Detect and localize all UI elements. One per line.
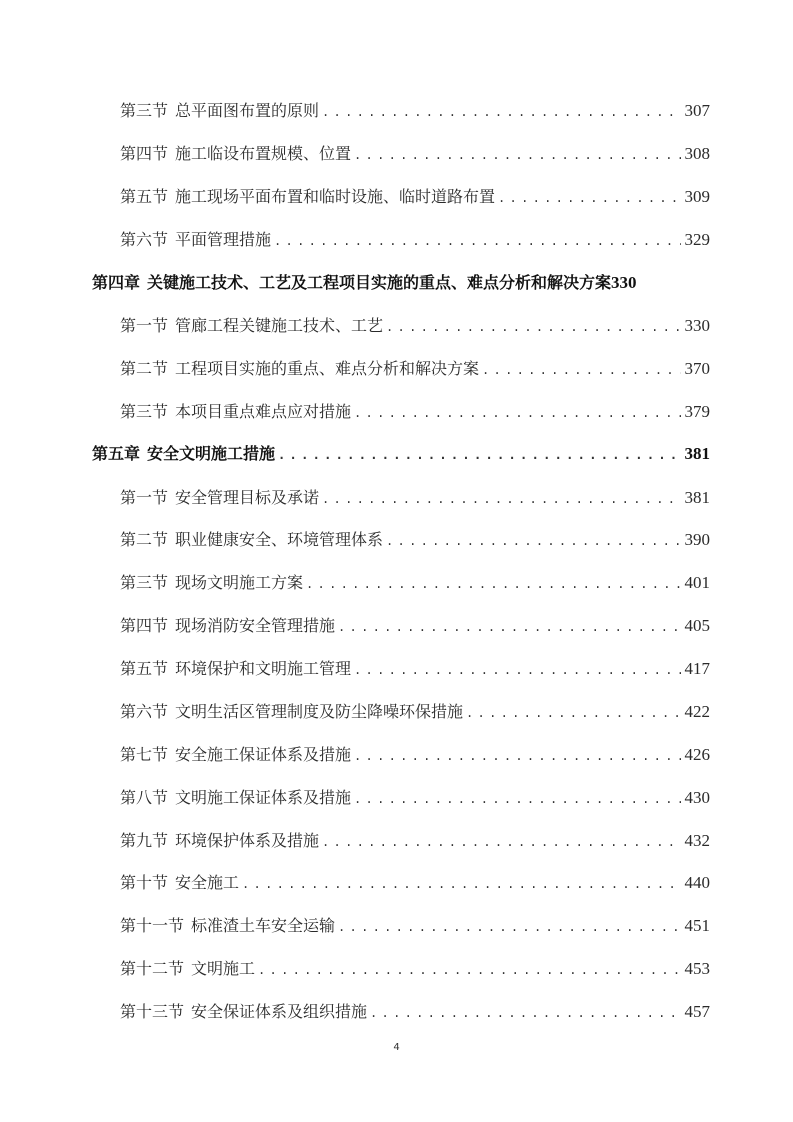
toc-entry-section[interactable] bbox=[120, 914, 710, 938]
toc-entry-page: 307 bbox=[684, 101, 710, 120]
toc-entry-number: 第九节 bbox=[120, 831, 169, 850]
toc-entry-number: 第十一节 bbox=[120, 916, 185, 935]
toc-entry-number: 第四节 bbox=[120, 144, 169, 163]
dot-leader bbox=[258, 958, 680, 981]
toc-entry-section[interactable] bbox=[120, 99, 710, 123]
dot-leader bbox=[322, 487, 680, 510]
toc-entry-section[interactable] bbox=[120, 829, 710, 853]
toc-entry-page: 457 bbox=[684, 1002, 710, 1021]
dot-leader bbox=[354, 401, 680, 424]
dot-leader bbox=[338, 615, 680, 638]
toc-entry-number: 第一节 bbox=[120, 488, 169, 507]
toc-entry-page: 451 bbox=[684, 916, 710, 935]
toc-entry-number: 第四章 bbox=[92, 273, 141, 292]
toc-entry-title: 关键施工技术、工艺及工程项目实施的重点、难点分析和解决方案 bbox=[147, 273, 612, 292]
toc-entry-title: 文明施工保证体系及措施 bbox=[175, 788, 352, 807]
toc-entry-section[interactable] bbox=[120, 614, 710, 638]
toc-entry-chapter[interactable] bbox=[92, 271, 732, 295]
dot-leader bbox=[338, 915, 680, 938]
toc-entry-section[interactable] bbox=[120, 657, 710, 681]
toc-entry-section[interactable] bbox=[120, 142, 710, 166]
dot-leader bbox=[386, 315, 680, 338]
toc-entry-page: 370 bbox=[684, 359, 710, 378]
toc-entry-title: 文明施工 bbox=[191, 959, 256, 978]
toc-entry-number: 第三节 bbox=[120, 101, 169, 120]
dot-leader bbox=[386, 529, 680, 552]
dot-leader bbox=[482, 358, 680, 381]
toc-entry-section[interactable] bbox=[120, 185, 710, 209]
toc-entry-number: 第五章 bbox=[92, 444, 141, 463]
toc-entry-section[interactable] bbox=[120, 228, 710, 252]
dot-leader bbox=[370, 1001, 680, 1024]
toc-entry-page: 330 bbox=[684, 316, 710, 335]
toc-entry-title: 现场消防安全管理措施 bbox=[175, 616, 336, 635]
toc-entry-number: 第六节 bbox=[120, 702, 169, 721]
toc-entry-section[interactable] bbox=[120, 486, 710, 510]
toc-entry-section[interactable] bbox=[120, 957, 710, 981]
toc-entry-number: 第十二节 bbox=[120, 959, 185, 978]
toc-entry-title: 施工临设布置规模、位置 bbox=[175, 144, 352, 163]
toc-entry-title: 职业健康安全、环境管理体系 bbox=[175, 530, 384, 549]
toc-entry-title: 平面管理措施 bbox=[175, 230, 272, 249]
toc-entry-title: 安全施工保证体系及措施 bbox=[175, 745, 352, 764]
dot-leader bbox=[354, 143, 680, 166]
toc-entry-chapter[interactable] bbox=[92, 442, 710, 466]
toc-entry-title: 管廊工程关键施工技术、工艺 bbox=[175, 316, 384, 335]
toc-entry-number: 第三节 bbox=[120, 402, 169, 421]
toc-entry-title: 施工现场平面布置和临时设施、临时道路布置 bbox=[175, 187, 496, 206]
toc-entry-page: 330 bbox=[611, 273, 637, 292]
toc-entry-page: 379 bbox=[684, 402, 710, 421]
toc-entry-number: 第十三节 bbox=[120, 1002, 185, 1021]
toc-entry-section[interactable] bbox=[120, 314, 710, 338]
dot-leader bbox=[322, 830, 680, 853]
toc-entry-title: 安全管理目标及承诺 bbox=[175, 488, 320, 507]
toc-entry-title: 标准渣土车安全运输 bbox=[191, 916, 336, 935]
toc-entry-page: 308 bbox=[684, 144, 710, 163]
toc-entry-number: 第七节 bbox=[120, 745, 169, 764]
toc-entry-title: 总平面图布置的原则 bbox=[175, 101, 320, 120]
toc-entry-number: 第一节 bbox=[120, 316, 169, 335]
toc-entry-page: 401 bbox=[684, 573, 710, 592]
toc-entry-page: 381 bbox=[684, 444, 710, 463]
page-number: 4 bbox=[393, 1042, 400, 1053]
toc-entry-title: 本项目重点难点应对措施 bbox=[175, 402, 352, 421]
toc-entry-number: 第八节 bbox=[120, 788, 169, 807]
dot-leader bbox=[354, 744, 680, 767]
toc-entry-section[interactable] bbox=[120, 786, 710, 810]
toc-entry-number: 第五节 bbox=[120, 659, 169, 678]
dot-leader bbox=[306, 572, 680, 595]
toc-entry-section[interactable] bbox=[120, 1000, 710, 1024]
toc-entry-page: 417 bbox=[684, 659, 710, 678]
toc-entry-page: 426 bbox=[684, 745, 710, 764]
toc-entry-section[interactable] bbox=[120, 571, 710, 595]
toc-entry-title: 现场文明施工方案 bbox=[175, 573, 304, 592]
dot-leader bbox=[274, 229, 680, 252]
dot-leader bbox=[466, 701, 680, 724]
toc-entry-page: 381 bbox=[684, 488, 710, 507]
toc-entry-number: 第六节 bbox=[120, 230, 169, 249]
toc-entry-section[interactable] bbox=[120, 871, 710, 895]
toc-entry-title: 安全保证体系及组织措施 bbox=[191, 1002, 368, 1021]
toc-entry-title: 文明生活区管理制度及防尘降噪环保措施 bbox=[175, 702, 464, 721]
dot-leader bbox=[498, 186, 680, 209]
dot-leader bbox=[322, 100, 680, 123]
toc-entry-number: 第三节 bbox=[120, 573, 169, 592]
toc-entry-number: 第五节 bbox=[120, 187, 169, 206]
toc-entry-page: 309 bbox=[684, 187, 710, 206]
toc-entry-section[interactable] bbox=[120, 528, 710, 552]
toc-entry-section[interactable] bbox=[120, 743, 710, 767]
toc-entry-number: 第二节 bbox=[120, 530, 169, 549]
toc-entry-section[interactable] bbox=[120, 700, 710, 724]
toc-entry-page: 440 bbox=[684, 873, 710, 892]
toc-entry-number: 第十节 bbox=[120, 873, 169, 892]
toc-entry-page: 430 bbox=[684, 788, 710, 807]
dot-leader bbox=[354, 787, 680, 810]
toc-entry-page: 422 bbox=[684, 702, 710, 721]
toc-entry-page: 405 bbox=[684, 616, 710, 635]
toc-entry-number: 第四节 bbox=[120, 616, 169, 635]
toc-entry-page: 453 bbox=[684, 959, 710, 978]
toc-entry-page: 432 bbox=[684, 831, 710, 850]
toc-entry-number: 第二节 bbox=[120, 359, 169, 378]
toc-entry-title: 安全文明施工措施 bbox=[147, 444, 276, 463]
dot-leader bbox=[278, 443, 682, 466]
toc-entry-section[interactable] bbox=[120, 357, 710, 381]
dot-leader bbox=[354, 658, 680, 681]
toc-entry-page: 390 bbox=[684, 530, 710, 549]
toc-entry-title: 工程项目实施的重点、难点分析和解决方案 bbox=[175, 359, 480, 378]
toc-entry-title: 安全施工 bbox=[175, 873, 240, 892]
toc-entry-title: 环境保护和文明施工管理 bbox=[175, 659, 352, 678]
toc-entry-title: 环境保护体系及措施 bbox=[175, 831, 320, 850]
dot-leader bbox=[242, 872, 680, 895]
toc-entry-page: 329 bbox=[684, 230, 710, 249]
toc-entry-section[interactable] bbox=[120, 400, 710, 424]
